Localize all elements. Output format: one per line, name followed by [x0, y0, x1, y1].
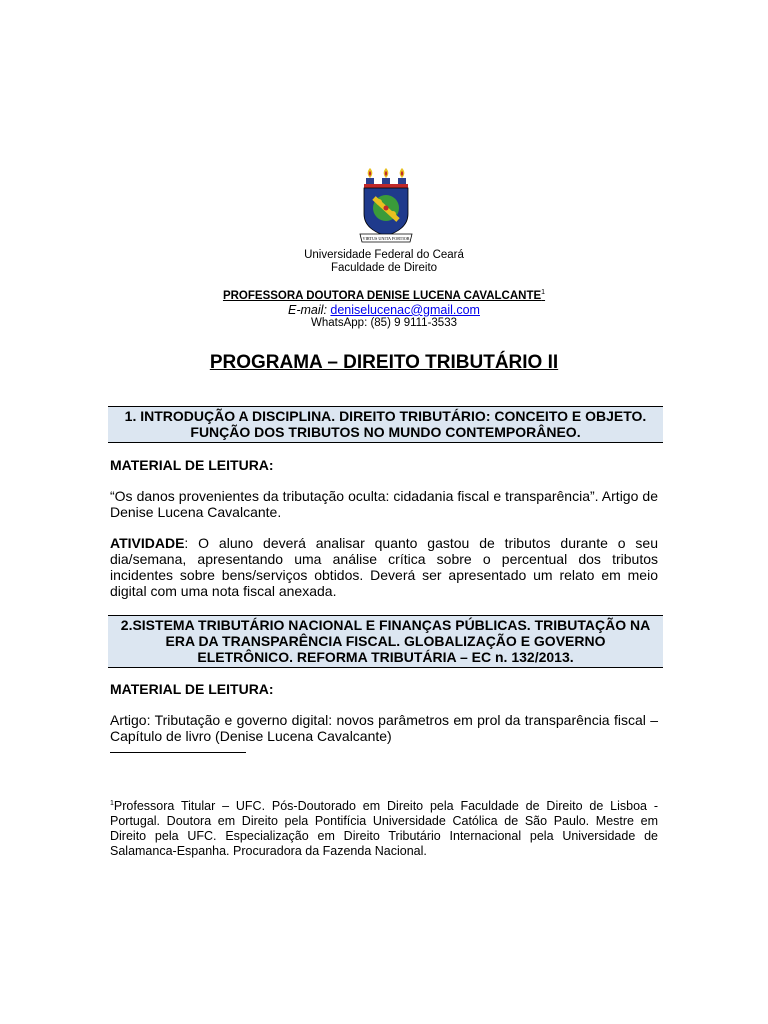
section-1-material-label: MATERIAL DE LEITURA: [110, 457, 274, 473]
institution-block [0, 249, 768, 275]
professor-block [0, 286, 768, 330]
university-seal-logo [358, 168, 414, 248]
faculty-name: Faculdade de Direito [330, 262, 438, 274]
footnote-separator [110, 752, 246, 753]
section-1-heading: 1. INTRODUÇÃO A DISCIPLINA. DIREITO TRIBUTÁRIO: CONCEITO E OBJETO. FUNÇÃO DOS TRIBUTOS NO MUNDO CONTEMPORÂNEO. [108, 406, 663, 443]
footnote-marker: 1 [541, 289, 546, 296]
section-1-activity [110, 535, 658, 599]
torches-icon [364, 168, 408, 188]
whatsapp-line: WhatsApp: (85) 9 9111-3533 [311, 316, 457, 329]
seal-motto: VIRTUS UNITA FORTIOR [362, 236, 410, 241]
program-title: PROGRAMA – DIREITO TRIBUTÁRIO II [209, 352, 559, 373]
email-line: E-mail: deniselucenac@gmail.com [288, 302, 480, 317]
university-name: Universidade Federal do Ceará [304, 249, 464, 261]
footnote-marker: 1 [110, 800, 114, 807]
section-2-reading: Artigo: Tributação e governo digital: novos parâmetros em prol da transparência fiscal – Capítulo de livro (Denise Lucena Cavalcante) [110, 712, 658, 744]
section-1-reading: “Os danos provenientes da tributação oculta: cidadania fiscal e transparência”. Artigo de Denise Lucena Cavalcante. [110, 488, 658, 520]
section-2-heading: 2.SISTEMA TRIBUTÁRIO NACIONAL E FINANÇAS PÚBLICAS. TRIBUTAÇÃO NA ERA DA TRANSPARÊNCIA FISCAL. GLOBALIZAÇÃO E GOVERNO ELETRÔNICO. REFORMA TRIBUTÁRIA – EC n. 132/2013. [108, 615, 663, 668]
footnote-text: Professora Titular – UFC. Pós-Doutorado em Direito pela Faculdade de Direito de Lisboa - Portugal. Doutora em Direito pela Pontifícia Universidade Católica de São Paulo. Mestre em Direito pela UFC. Especialização em Direito Tributário Internacional pela Universidade de Salamanca-Espanha. Procuradora da Fazenda Nacional. [110, 799, 658, 859]
shield-emblem-icon [373, 195, 399, 221]
email-label: E-mail [288, 302, 324, 317]
footnote [110, 796, 658, 859]
activity-label: ATIVIDADE [110, 535, 185, 551]
section-2-material-label: MATERIAL DE LEITURA: [110, 681, 274, 697]
email-link[interactable]: deniselucenac@gmail.com [330, 302, 480, 317]
activity-text: : O aluno deverá analisar quanto gastou de tributos durante o seu dia/semana, apresentando uma análise crítica sobre o percentual dos tributos incidentes sobre bens/serviços obtidos. Deverá ser apresentado um relato em meio digital com uma nota fiscal anexada. [110, 535, 658, 599]
professor-name: PROFESSORA DOUTORA DENISE LUCENA CAVALCANTE$^1$ [222, 289, 546, 302]
